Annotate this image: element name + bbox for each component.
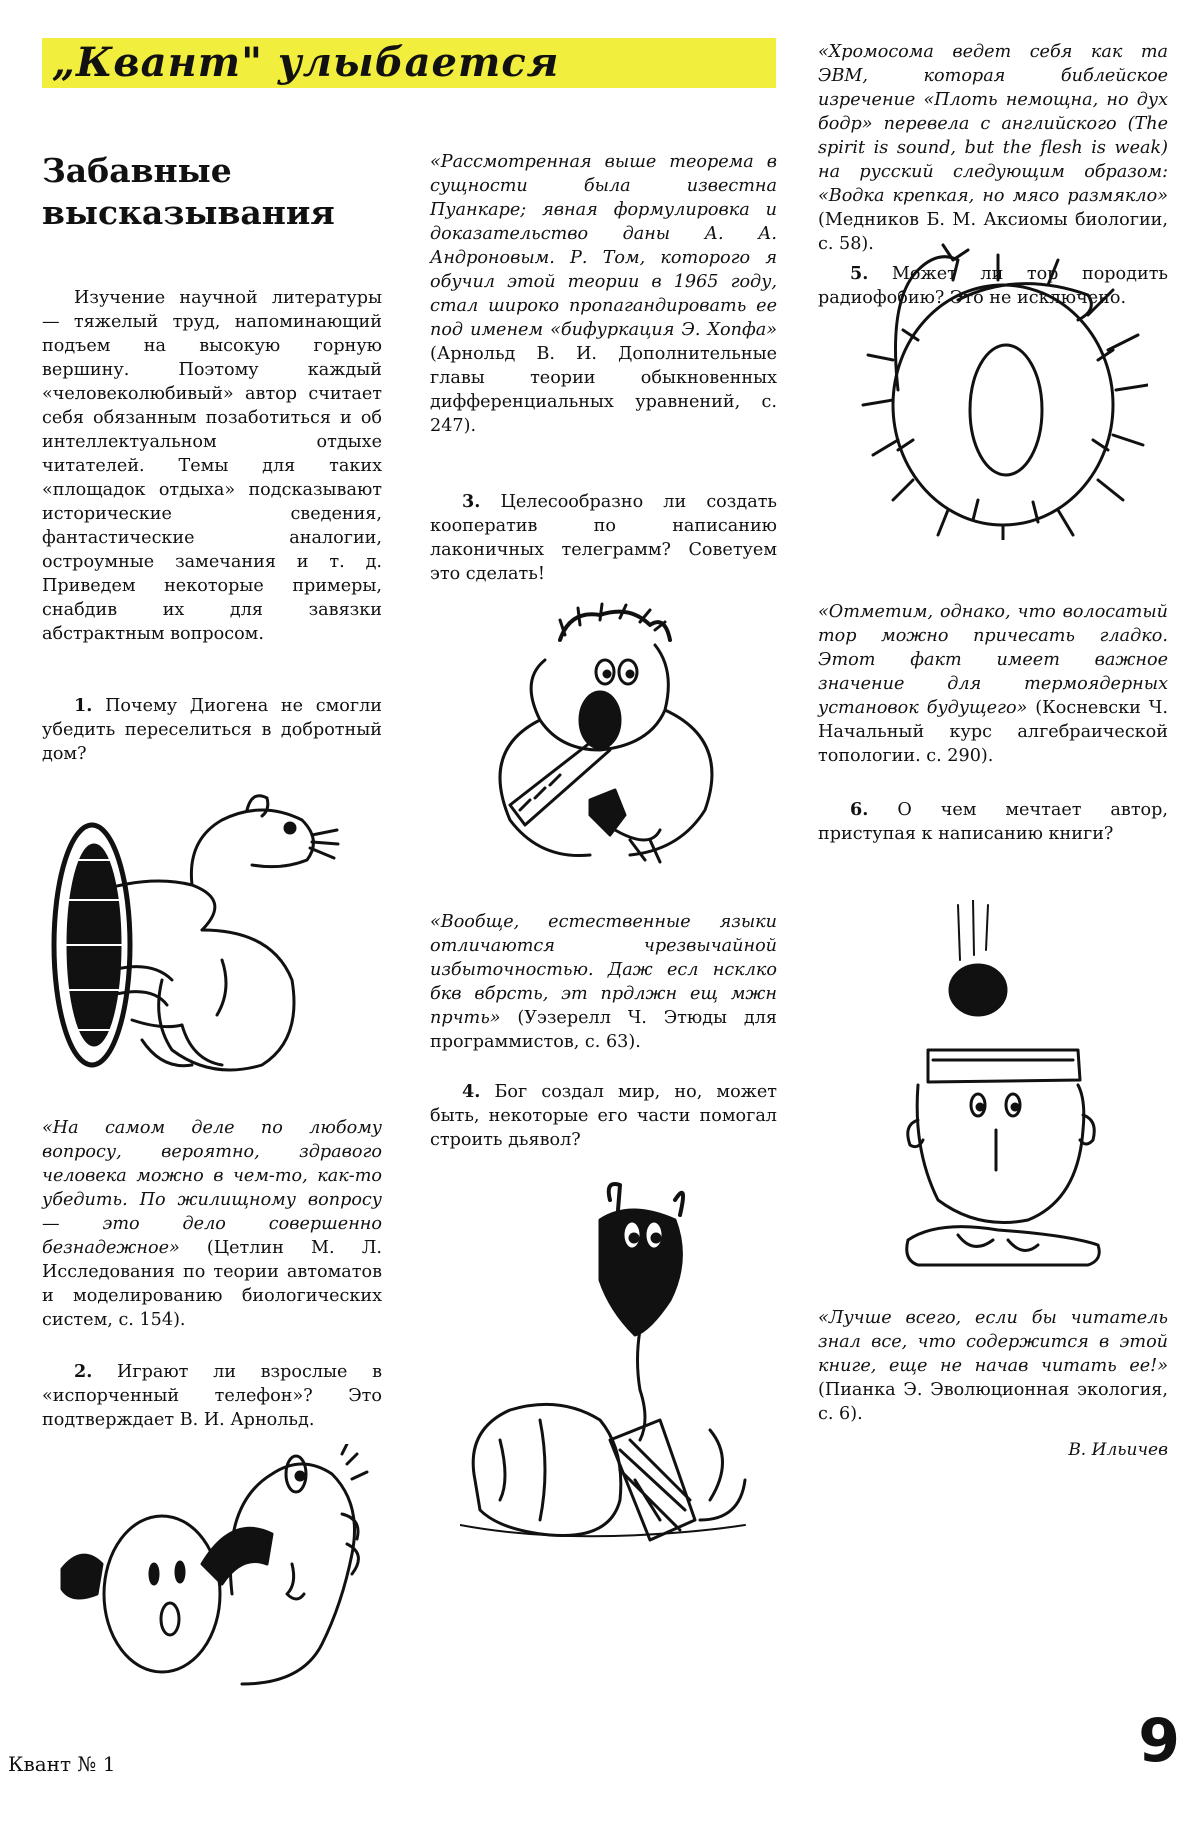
question-6 [818, 798, 1168, 846]
answer-2-quote: «Рассмотренная выше теорема в сущности была известна Пуанкаре; явная формулировка и доказательство даны А. А. Андроновым. Р. Том, которого я обучил этой теории в 1965 году, стал широко пропагандировать ее под именем «бифуркация Э. Хопфа» [430, 152, 777, 340]
banner-title: „Квант" улыбается [52, 39, 560, 86]
answer-6-source: (Пианка Э. Эволюционная экология, с. 6). [818, 1380, 1168, 1424]
question-1-number: 1. [74, 695, 93, 716]
question-5-text: Может ли тор породить радиофобию? Это не исключено. [818, 264, 1169, 308]
intro-paragraph: Изучение научной литературы — тяжелый труд, напоминающий подъем на высокую горную вершину. Поэтому каждый «человеколюбивый» автор считает себя обязанным позаботиться и об интеллектуальном отдыхе читателей. Темы для таких «площадок отдыха» подсказывают исторические сведения, фантастические аналогии, остроумные замечания и т. д. Приведем некоторые примеры, снабдив их для завязки абстрактным вопросом. [42, 288, 382, 644]
question-1-text: Почему Диогена не смогли убедить переселиться в добротный дом? [42, 696, 382, 764]
illustration-hairy-torus [858, 240, 1148, 540]
page-number: 9 [1138, 1706, 1180, 1776]
question-3-text: Целесообразно ли создать кооператив по написанию лаконичных телеграмм? Советуем это сделать! [430, 492, 778, 584]
answer-3 [430, 910, 777, 1054]
answer-1-source: (Цетлин М. Л. Исследования по теории автоматов и моделированию биологических систем, с. 154). [42, 1238, 382, 1330]
answer-5 [818, 600, 1168, 768]
illustration-devil-and-elephant [460, 1180, 750, 1550]
column-2 [430, 0, 777, 1760]
column-1 [42, 0, 382, 1760]
answer-4-quote: «Хромосома ведет себя как та ЭВМ, которая библейское изречение «Плоть немощна, но дух бодр» перевела с английского (The spirit is sound, but the flesh is weak) на русский следующим образом: «Водка крепкая, но мясо размякло» [818, 42, 1168, 206]
illustration-telegram-eater [450, 600, 760, 880]
answer-3-quote: «Вообще, естественные языки отличаются чрезвычайной избыточностью. Дaж есл нсклко бкв вбрсть, эт прдлжн ещ мжн прчть» [430, 912, 777, 1028]
illustration-book-on-head [898, 900, 1108, 1270]
answer-2 [430, 150, 777, 438]
answer-1 [42, 1116, 382, 1332]
answer-6 [818, 1306, 1168, 1426]
question-5-number: 5. [850, 263, 869, 284]
question-6-number: 6. [850, 799, 869, 820]
answer-4-continued [818, 40, 1168, 256]
question-2-text: Играют ли взрослые в «испорченный телефон»? Это подтверждает В. И. Арнольд. [42, 1362, 383, 1430]
question-2 [42, 1360, 382, 1432]
column-3 [818, 0, 1168, 1760]
question-2-number: 2. [74, 1361, 93, 1382]
question-4-text: Бог создал мир, но, может быть, некоторые его части помогал строить дьявол? [430, 1082, 778, 1150]
answer-1-quote: «На самом деле по любому вопросу, вероятно, здравого человека можно в чем-то, как-то убедить. По жилищному вопросу — это дело совершенно безнадежное» [42, 1118, 382, 1258]
answer-3-source: (Уэзерелл Ч. Этюды для программистов, с. 63). [430, 1008, 777, 1052]
illustration-telephone-whisper [42, 1444, 382, 1694]
question-6-text: О чем мечтает автор, приступая к написанию книги? [818, 800, 1168, 844]
magazine-issue: Квант № 1 [8, 1752, 116, 1776]
answer-6-quote: «Лучше всего, если бы читатель знал все, что содержится в этой книге, еще не начав читать ее!» [818, 1308, 1168, 1376]
answer-5-quote: «Отметим, однако, что волосатый тор можно причесать гладко. Этот факт имеет важное значение для термоядерных установок будущего» [818, 602, 1168, 718]
illustration-diogenes-barrel [42, 780, 342, 1080]
question-1 [42, 694, 382, 766]
answer-2-source: (Арнольд В. И. Дополнительные главы теории обыкновенных дифференциальных уравнений, с. 247). [430, 344, 777, 436]
question-3 [430, 490, 777, 586]
question-4 [430, 1080, 777, 1152]
author-signature: В. Ильичев [1068, 1440, 1168, 1460]
question-4-number: 4. [462, 1081, 481, 1102]
answer-4-source: (Медников Б. М. Аксиомы биологии, с. 58). [818, 210, 1168, 254]
answer-5-source: (Косневски Ч. Начальный курс алгебраической топологии. с. 290). [818, 698, 1168, 766]
article-title: Забавные высказывания [42, 151, 335, 232]
question-3-number: 3. [462, 491, 481, 512]
